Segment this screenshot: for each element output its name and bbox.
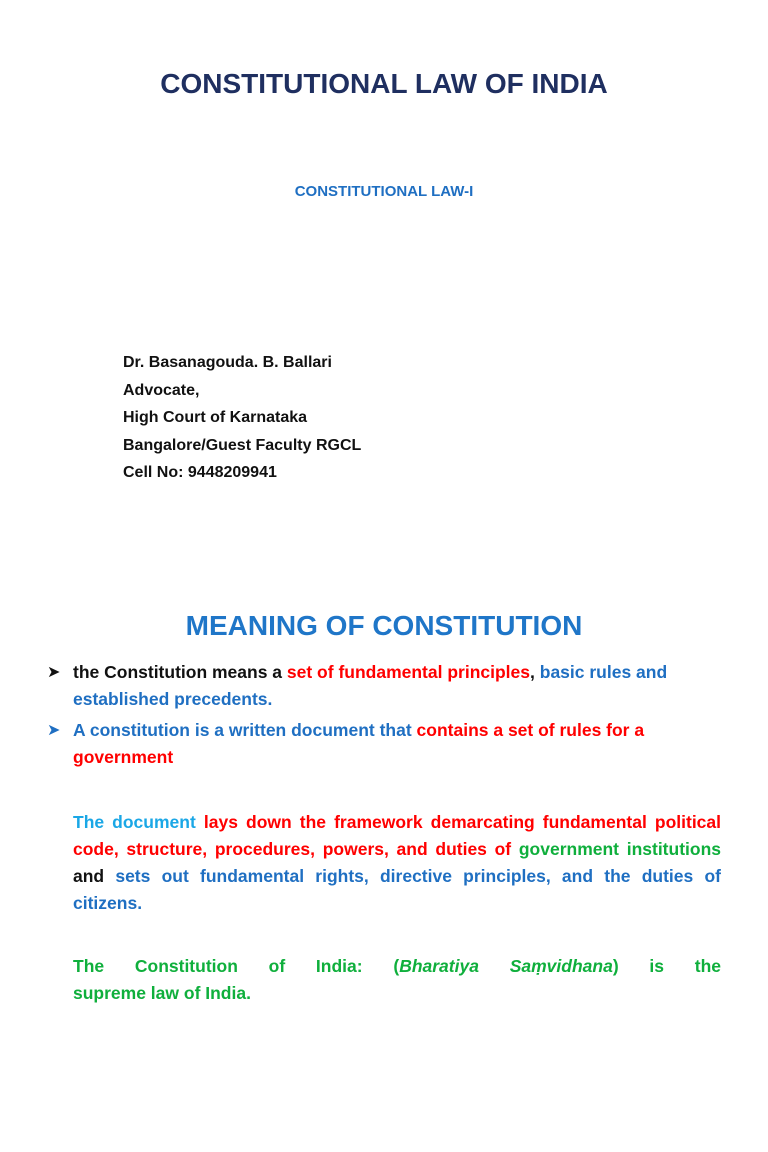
para-text: sets out fundamental rights, directive principles, and the duties of citizens. xyxy=(73,866,721,913)
bullet-highlight: set of fundamental principles xyxy=(286,662,531,682)
para-text: The document xyxy=(73,812,204,832)
para-line xyxy=(73,953,721,980)
arrow-bullet-icon: ➤ xyxy=(47,722,61,739)
bullet-item xyxy=(47,717,722,771)
para-line: supreme law of India. xyxy=(73,983,251,1003)
bullet-list xyxy=(47,659,722,775)
para-text: and xyxy=(73,866,116,886)
document-title: CONSTITUTIONAL LAW OF INDIA xyxy=(160,68,608,99)
bullet-text: the Constitution means a xyxy=(73,662,287,682)
document-subtitle: CONSTITUTIONAL LAW-I xyxy=(294,183,474,200)
author-role: Advocate, xyxy=(123,381,200,399)
author-block xyxy=(123,349,361,487)
slide-meaning xyxy=(0,576,768,1152)
para-text: government institutions xyxy=(518,839,721,859)
bullet-text: A constitution is a written document that xyxy=(73,720,417,740)
para-text-italic: Bharatiya Saṃvidhana xyxy=(399,956,613,976)
paragraph-constitution-of-india xyxy=(73,953,721,1007)
para-text: lays down the framework demarcating fundamental political code, structure, procedures, powers, and duties of xyxy=(73,812,722,859)
author-court: High Court of Karnataka xyxy=(123,409,308,426)
bullet-highlight: contains a set of rules for a government xyxy=(73,720,645,767)
author-name: Dr. Basanagouda. B. Ballari xyxy=(123,354,332,371)
section-title: MEANING OF CONSTITUTION xyxy=(185,610,583,641)
bullet-item xyxy=(47,659,722,713)
bullet-highlight: basic rules and established precedents. xyxy=(73,662,668,709)
para-text: ) is the xyxy=(612,956,721,976)
arrow-bullet-icon: ➤ xyxy=(47,664,61,681)
author-affiliation: Bangalore/Guest Faculty RGCL xyxy=(123,436,362,454)
para-text: The Constitution of India: ( xyxy=(73,956,400,976)
bullet-text: , xyxy=(530,662,540,682)
author-phone: Cell No: 9448209941 xyxy=(123,464,277,481)
paragraph-document xyxy=(73,809,721,917)
